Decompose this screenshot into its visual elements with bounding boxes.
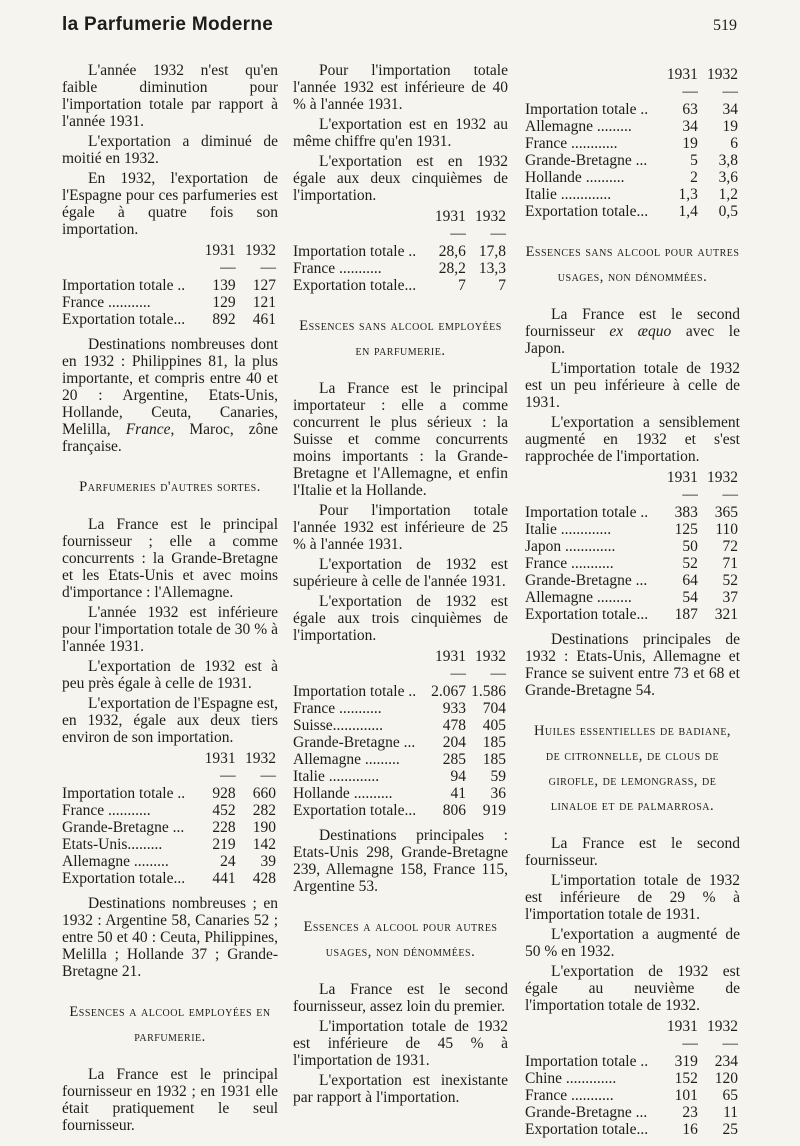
table-value-1932: 660 <box>252 785 276 802</box>
paragraph: L'importation totale de 1932 est inférieure de 45 % à l'importation de 1931. <box>293 1018 508 1069</box>
table-row-label: Japon ............. <box>525 538 616 555</box>
table-dash: — <box>490 225 506 242</box>
table-value-1932: 121 <box>252 294 276 311</box>
table-row-label: Importation totale .. <box>293 243 417 260</box>
table-row-label: Allemagne ......... <box>293 751 400 768</box>
stats-table <box>293 208 508 294</box>
table-row <box>525 152 740 169</box>
table-value-1931: 139 <box>212 277 236 294</box>
table-year-header: 1932 <box>707 66 738 83</box>
paragraph <box>62 336 278 455</box>
paragraph-italic-text: France <box>125 421 171 438</box>
table-row <box>293 277 508 294</box>
table-row-label: Exportation totale... <box>525 1121 649 1138</box>
table-value-1932: 282 <box>252 802 276 819</box>
table-dash-blank <box>62 261 196 277</box>
table-row-label: Allemagne ......... <box>525 589 632 606</box>
table-value-1932: 365 <box>714 504 738 521</box>
table-value-1931: 28,2 <box>438 260 466 277</box>
table-value-1932: 120 <box>714 1070 738 1087</box>
paragraph: Destinations nombreuses ; en 1932 : Argentine 58, Canaries 52 ; entre 50 et 40 : Ceuta, Philippines, Melilla ; Hollande 37 ; Grande-Bretagne 21. <box>62 895 278 980</box>
table-header-row <box>525 66 740 85</box>
table-value-1931: 204 <box>442 734 466 751</box>
table-dash: — <box>450 665 466 682</box>
table-dash-row <box>293 227 508 243</box>
table-row-label: Importation totale .. <box>62 785 186 802</box>
paragraph: L'exportation de 1932 est supérieure à celle de l'année 1931. <box>293 556 508 590</box>
table-header-blank <box>293 648 426 667</box>
table-row <box>62 836 278 853</box>
paragraph: En 1932, l'exportation de l'Espagne pour ces parfumeries est égale à quatre fois son importation. <box>62 170 278 238</box>
table-row-label: Grande-Bretagne ... <box>525 1104 648 1121</box>
table-value-1932: 52 <box>722 572 738 589</box>
table-header-blank <box>525 66 658 85</box>
stats-table <box>293 648 508 819</box>
table-row-label: France ........... <box>293 700 382 717</box>
stats-table <box>525 66 740 220</box>
table-dash-row <box>293 667 508 683</box>
table-value-1932: 461 <box>252 311 276 328</box>
table-year-header: 1931 <box>666 469 698 486</box>
table-dash-row <box>525 1037 740 1053</box>
table-dash-row <box>525 488 740 504</box>
table-row <box>525 186 740 203</box>
table-value-1931: 228 <box>212 819 236 836</box>
table-row <box>525 1104 740 1121</box>
table-row-label: Importation totale .. <box>525 504 649 521</box>
table-row <box>293 683 508 700</box>
table-value-1931: 928 <box>212 785 236 802</box>
table-row <box>293 243 508 260</box>
table-year-header: 1932 <box>707 469 738 486</box>
table-row-label: Importation totale .. <box>525 101 649 118</box>
table-value-1932: 17,8 <box>478 243 506 260</box>
table-header-blank <box>293 208 426 227</box>
paragraph: L'importation totale de 1932 est inférieure de 29 % à l'importation totale de 1931. <box>525 872 740 923</box>
paragraph: L'exportation a sensiblement augmenté en 1932 et s'est rapprochée de l'importation. <box>525 414 740 465</box>
table-value-1931: 16 <box>682 1121 698 1138</box>
table-row-label: Allemagne ......... <box>62 853 169 870</box>
table-value-1932: 25 <box>722 1121 738 1138</box>
paragraph: L'exportation de l'Espagne est, en 1932, égale aux deux tiers environ de son importation. <box>62 695 278 746</box>
table-row-label: Italie ............. <box>293 768 380 785</box>
table-value-1931: 441 <box>212 870 236 887</box>
table-dash-blank <box>525 85 658 101</box>
stats-table <box>62 750 278 887</box>
table-dash: — <box>450 225 466 242</box>
table-value-1931: 24 <box>220 853 236 870</box>
table-row <box>525 1070 740 1087</box>
table-value-1932: 321 <box>714 606 738 623</box>
table-value-1932: 3,8 <box>718 152 738 169</box>
table-value-1931: 219 <box>212 836 236 853</box>
table-row <box>525 118 740 135</box>
table-value-1931: 52 <box>682 555 698 572</box>
table-value-1932: 13,3 <box>478 260 506 277</box>
paragraph: L'exportation a augmenté de 50 % en 1932. <box>525 926 740 960</box>
page-number: 519 <box>713 17 737 34</box>
column-left <box>62 62 278 1137</box>
table-row <box>62 853 278 870</box>
table-dash-row <box>62 261 278 277</box>
paragraph: Pour l'importation totale l'année 1932 est inférieure de 25 % à l'année 1931. <box>293 502 508 553</box>
table-value-1931: 54 <box>682 589 698 606</box>
table-value-1932: 37 <box>722 589 738 606</box>
table-value-1932: 59 <box>490 768 506 785</box>
table-value-1932: 3,6 <box>718 169 738 186</box>
table-row-label: France ........... <box>525 555 614 572</box>
table-value-1932: 142 <box>252 836 276 853</box>
table-year-header: 1932 <box>475 648 506 665</box>
table-row <box>62 785 278 802</box>
paragraph: L'année 1932 est inférieure pour l'importation totale de 30 % à l'année 1931. <box>62 604 278 655</box>
table-row-label: Exportation totale... <box>525 203 649 220</box>
paragraph: Destinations principales : Etats-Unis 298, Grande-Bretagne 239, Allemagne 158, France 115, Argentine 53. <box>293 827 508 895</box>
table-row <box>525 1053 740 1070</box>
table-dash: — <box>220 767 236 784</box>
paragraph: L'exportation est en 1932 égale aux deux cinquièmes de l'importation. <box>293 153 508 204</box>
table-row <box>525 521 740 538</box>
table-value-1931: 5 <box>690 152 698 169</box>
section-heading: Huiles essentielles de badiane, de citronnelle, de clous de girofle, de lemongrass, de linaloe et de palmarrosa. <box>533 723 732 814</box>
table-value-1932: 65 <box>722 1087 738 1104</box>
table-row <box>62 819 278 836</box>
table-header-blank <box>62 242 196 261</box>
paragraph: La France est le principal fournisseur en 1932 ; en 1931 elle était pratiquement le seul fournisseur. <box>62 1066 278 1134</box>
table-value-1931: 2 <box>690 169 698 186</box>
table-row-label: France ............ <box>525 135 618 152</box>
table-row <box>293 260 508 277</box>
table-row <box>525 606 740 623</box>
paragraph: L'exportation est en 1932 au même chiffre qu'en 1931. <box>293 116 508 150</box>
paragraph: La France est le second fournisseur, assez loin du premier. <box>293 981 508 1015</box>
table-row-label: Exportation totale... <box>62 311 186 328</box>
table-value-1931: 933 <box>442 700 466 717</box>
table-value-1931: 50 <box>682 538 698 555</box>
table-dash: — <box>220 259 236 276</box>
table-value-1932: 1,2 <box>718 186 738 203</box>
table-row-label: Exportation totale... <box>62 870 186 887</box>
table-value-1932: 39 <box>260 853 276 870</box>
table-value-1931: 187 <box>674 606 698 623</box>
table-header-row <box>293 648 508 667</box>
table-dash: — <box>722 83 738 100</box>
table-value-1931: 41 <box>450 785 466 802</box>
table-dash: — <box>722 1035 738 1052</box>
paragraph: La France est le principal fournisseur ; elle a comme concurrents : la Grande-Bretagne et les Etats-Unis et avec moins d'importance : l'Allemagne. <box>62 516 278 601</box>
table-value-1931: 28,6 <box>438 243 466 260</box>
paragraph: L'exportation de 1932 est égale aux trois cinquièmes de l'importation. <box>293 593 508 644</box>
table-dash-blank <box>525 1037 658 1053</box>
table-value-1931: 1,3 <box>678 186 698 203</box>
table-value-1932: 185 <box>482 734 506 751</box>
table-value-1932: 71 <box>722 555 738 572</box>
table-dash: — <box>682 1035 698 1052</box>
table-value-1932: 919 <box>482 802 506 819</box>
paragraph-text: Destinations nombreuses dont en 1932 : Philippines 81, la plus importante, et compris entre 40 et 20 : Argentine, Etats-Unis, Hollande, Ceuta, Canaries, Melilla, <box>62 336 278 438</box>
table-row-label: France ........... <box>293 260 382 277</box>
table-year-header: 1931 <box>434 208 466 225</box>
table-value-1932: 11 <box>723 1104 738 1121</box>
table-row-label: France ........... <box>525 1087 614 1104</box>
table-header-row <box>293 208 508 227</box>
table-row <box>525 203 740 220</box>
table-dash: — <box>260 767 276 784</box>
paragraph: La France est le principal importateur : elle a comme concurrent le plus sérieux : la Suisse et comme concurrents moins importants : la Grande-Bretagne et l'Allemagne, et enfin l'Italie et la Hollande. <box>293 380 508 499</box>
table-header-blank <box>525 469 658 488</box>
table-value-1931: 129 <box>212 294 236 311</box>
table-header-row <box>62 242 278 261</box>
table-row <box>293 802 508 819</box>
table-row-label: Grande-Bretagne ... <box>293 734 416 751</box>
table-row-label: Allemagne ......... <box>525 118 632 135</box>
table-row <box>293 768 508 785</box>
table-dash: — <box>722 486 738 503</box>
table-row-label: Etats-Unis......... <box>62 836 163 853</box>
table-value-1932: 19 <box>722 118 738 135</box>
paragraph-italic-text: ex æquo <box>609 323 672 340</box>
table-value-1931: 152 <box>674 1070 698 1087</box>
table-value-1932: 7 <box>498 277 506 294</box>
table-header-row <box>62 750 278 769</box>
table-row <box>525 169 740 186</box>
table-value-1932: 704 <box>482 700 506 717</box>
table-value-1931: 452 <box>212 802 236 819</box>
table-year-header: 1931 <box>435 648 466 665</box>
table-dash-row <box>525 85 740 101</box>
table-dash-blank <box>293 667 426 683</box>
stats-table <box>525 469 740 623</box>
section-heading: Essences sans alcool employées en parfumerie. <box>299 318 502 359</box>
section-heading: Essences a alcool pour autres usages, non dénommées. <box>303 919 498 960</box>
table-value-1931: 2.067 <box>431 683 466 700</box>
table-row <box>293 734 508 751</box>
table-value-1931: 7 <box>458 277 466 294</box>
table-value-1932: 0,5 <box>718 203 738 220</box>
table-year-header: 1931 <box>204 242 236 259</box>
paragraph: L'exportation de 1932 est égale au neuvième de l'importation totale de 1932. <box>525 963 740 1014</box>
table-row-label: Exportation totale... <box>293 277 417 294</box>
table-value-1932: 34 <box>722 101 738 118</box>
table-value-1931: 806 <box>442 802 466 819</box>
table-year-header: 1932 <box>245 750 276 767</box>
table-dash: — <box>490 665 506 682</box>
stats-table <box>525 1018 740 1138</box>
table-value-1932: 6 <box>730 135 738 152</box>
table-row <box>525 135 740 152</box>
table-dash-blank <box>525 488 658 504</box>
table-value-1931: 892 <box>212 311 236 328</box>
paragraph: Pour l'importation totale l'année 1932 est inférieure de 40 % à l'année 1931. <box>293 62 508 113</box>
table-row <box>525 101 740 118</box>
paragraph: L'exportation a diminué de moitié en 1932. <box>62 133 278 167</box>
table-row <box>293 785 508 802</box>
table-row-label: Grande-Bretagne ... <box>525 572 648 589</box>
table-year-header: 1932 <box>245 242 276 259</box>
table-row-label: France ........... <box>62 802 151 819</box>
table-value-1931: 19 <box>682 135 698 152</box>
table-value-1931: 319 <box>674 1053 698 1070</box>
table-dash-row <box>62 769 278 785</box>
table-row <box>525 572 740 589</box>
paragraph: L'exportation de 1932 est à peu près égale à celle de 1931. <box>62 658 278 692</box>
table-year-header: 1931 <box>666 1018 698 1035</box>
table-year-header: 1931 <box>204 750 236 767</box>
table-row <box>62 311 278 328</box>
table-value-1932: 110 <box>715 521 738 538</box>
paragraph: L'importation totale de 1932 est un peu inférieure à celle de 1931. <box>525 360 740 411</box>
table-row <box>62 802 278 819</box>
table-row <box>62 294 278 311</box>
table-row <box>525 1087 740 1104</box>
table-value-1932: 428 <box>252 870 276 887</box>
table-value-1931: 34 <box>682 118 698 135</box>
section-heading: Essences sans alcool pour autres usages, non dénommées. <box>525 244 740 285</box>
table-row-label: Importation totale .. <box>62 277 186 294</box>
table-dash: — <box>682 486 698 503</box>
paragraph: Destinations principales de 1932 : Etats-Unis, Allemagne et France se suivent entre 73 et 68 et Grande-Bretagne 54. <box>525 631 740 699</box>
table-header-row <box>525 469 740 488</box>
table-value-1932: 185 <box>482 751 506 768</box>
table-row-label: France ........... <box>62 294 151 311</box>
table-value-1931: 23 <box>682 1104 698 1121</box>
section-heading: Essences a alcool employées en parfumerie. <box>69 1004 271 1045</box>
table-row <box>525 555 740 572</box>
table-value-1932: 127 <box>252 277 276 294</box>
table-value-1931: 94 <box>450 768 466 785</box>
table-header-row <box>525 1018 740 1037</box>
paragraph-text: avec le Japon. <box>525 323 740 357</box>
table-value-1932: 190 <box>252 819 276 836</box>
column-right <box>525 62 740 1146</box>
table-value-1931: 63 <box>682 101 698 118</box>
paragraph-text: , Maroc, zône française. <box>62 421 278 455</box>
table-row-label: Exportation totale... <box>525 606 649 623</box>
paragraph <box>525 306 740 357</box>
table-row-label: Italie ............. <box>525 186 612 203</box>
table-year-header: 1932 <box>475 208 506 225</box>
table-value-1932: 72 <box>722 538 738 555</box>
table-row-label: Importation totale .. <box>293 683 417 700</box>
table-dash: — <box>260 259 276 276</box>
table-row <box>62 277 278 294</box>
table-row-label: Importation totale .. <box>525 1053 649 1070</box>
table-row-label: Chine ............. <box>525 1070 617 1087</box>
paragraph-text: La France est le second fournisseur <box>525 306 740 340</box>
table-row-label: Hollande .......... <box>525 169 625 186</box>
table-value-1931: 125 <box>674 521 698 538</box>
paragraph: La France est le second fournisseur. <box>525 835 740 869</box>
table-row <box>293 751 508 768</box>
table-value-1932: 405 <box>482 717 506 734</box>
running-header-title: la Parfumerie Moderne <box>62 14 274 35</box>
table-year-header: 1932 <box>707 1018 738 1035</box>
table-value-1931: 383 <box>674 504 698 521</box>
table-row-label: Italie ............. <box>525 521 612 538</box>
paragraph: L'année 1932 n'est qu'en faible diminution pour l'importation totale par rapport à l'année 1931. <box>62 62 278 130</box>
column-middle <box>293 62 508 1109</box>
table-row-label: Exportation totale... <box>293 802 417 819</box>
table-value-1931: 64 <box>682 572 698 589</box>
table-header-blank <box>525 1018 658 1037</box>
table-dash: — <box>682 83 698 100</box>
table-row <box>62 870 278 887</box>
table-dash-blank <box>62 769 196 785</box>
table-row <box>525 1121 740 1138</box>
table-header-blank <box>62 750 196 769</box>
table-row-label: Grande-Bretagne ... <box>525 152 648 169</box>
table-row-label: Grande-Bretagne ... <box>62 819 185 836</box>
table-dash-blank <box>293 227 426 243</box>
table-value-1931: 285 <box>442 751 466 768</box>
table-row <box>293 700 508 717</box>
table-value-1931: 1,4 <box>678 203 698 220</box>
table-row <box>525 538 740 555</box>
table-row <box>293 717 508 734</box>
section-heading: Parfumeries d'autres sortes. <box>79 479 261 495</box>
table-year-header: 1931 <box>666 66 698 83</box>
table-row <box>525 589 740 606</box>
table-row <box>525 504 740 521</box>
table-value-1932: 36 <box>490 785 506 802</box>
table-row-label: Suisse............. <box>293 717 383 734</box>
table-row-label: Hollande .......... <box>293 785 393 802</box>
table-value-1931: 101 <box>674 1087 698 1104</box>
paragraph: L'exportation est inexistante par rapport à l'importation. <box>293 1072 508 1106</box>
table-value-1932: 234 <box>714 1053 738 1070</box>
stats-table <box>62 242 278 328</box>
table-value-1932: 1.586 <box>471 683 506 700</box>
table-value-1931: 478 <box>442 717 466 734</box>
